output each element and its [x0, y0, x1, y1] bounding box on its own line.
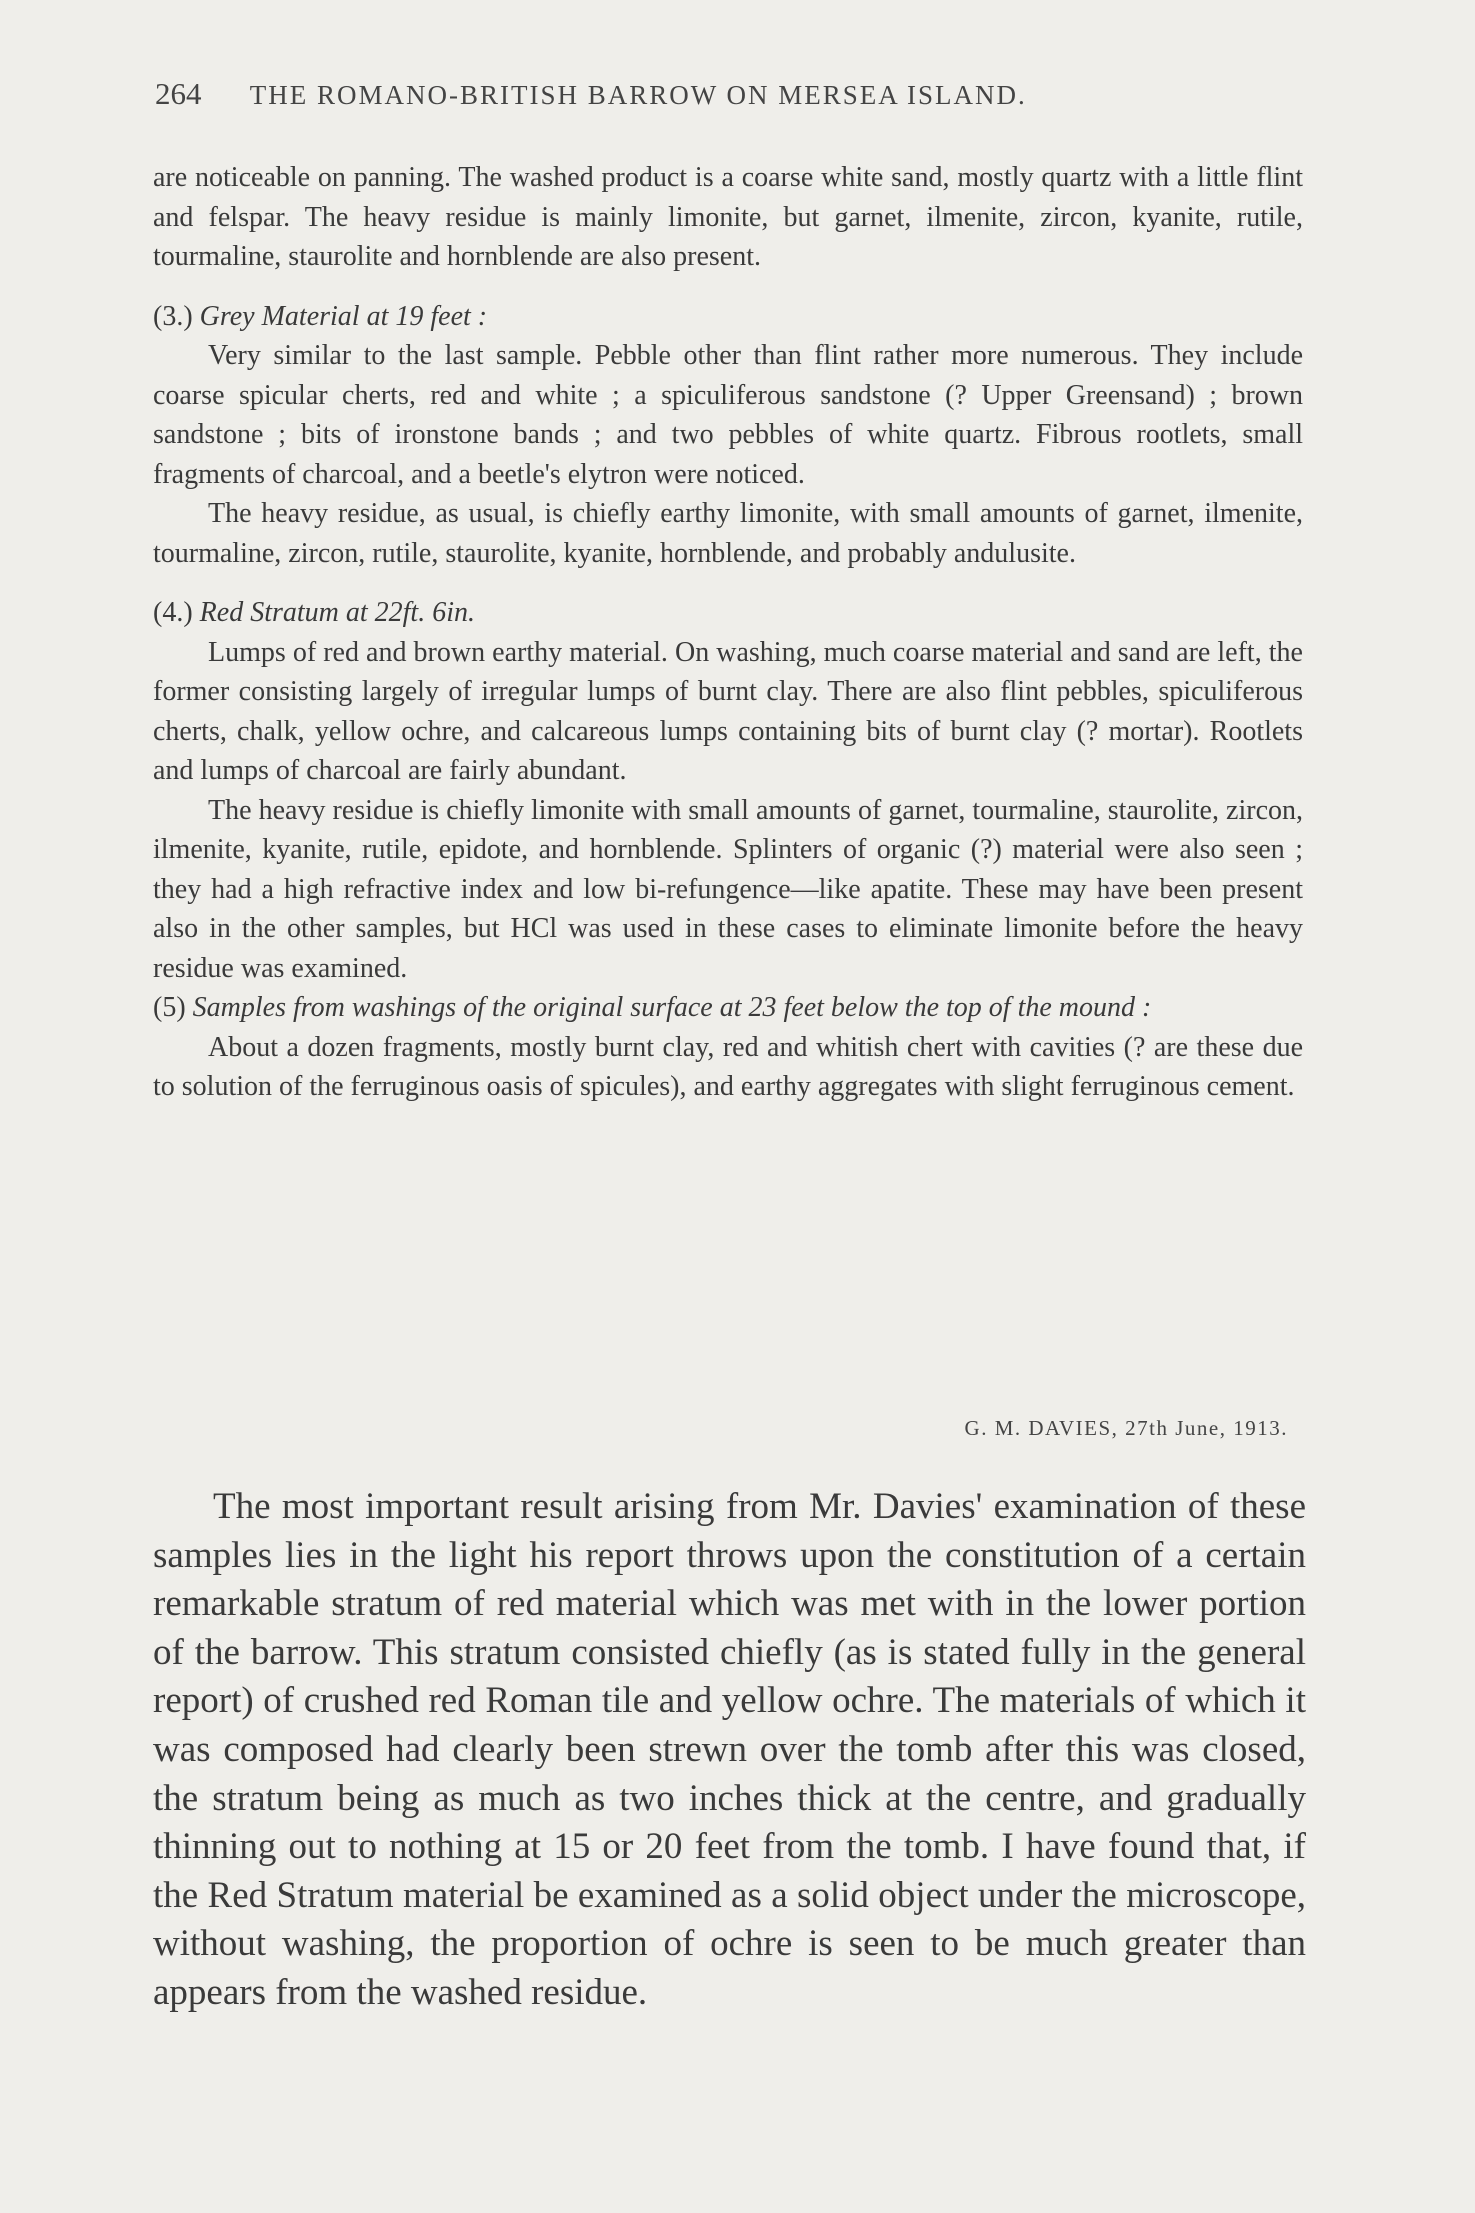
section-4-number: (4.) [153, 597, 193, 628]
section-3-heading [153, 297, 1303, 337]
continuation-paragraph: are noticeable on panning. The washed product is a coarse white sand, mostly quartz with a little flint and felspar. The heavy residue is mainly limonite, but garnet, ilmenite, zircon, kyanite, rutile, tourmaline, staurolite and hornblende are also present. [153, 162, 1303, 272]
running-header [155, 76, 1320, 112]
signature: G. M. DAVIES, 27th June, 1913. [964, 1416, 1288, 1440]
main-paragraph: The most important result arising from Mr. Davies' examination of these samples lies in the light his report throws upon the constitution of a certain remarkable stratum of red material which was met with in the lower portion of the barrow. This stratum consisted chiefly (as is stated fully in the general report) of crushed red Roman tile and yellow ochre. The materials of which it was composed had clearly been strewn over the tomb after this was closed, the stratum being as much as two inches thick at the centre, and gradually thinning out to nothing at 15 or 20 feet from the tomb. I have found that, if the Red Stratum material be examined as a solid object under the microscope, without washing, the proportion of ochre is seen to be much greater than appears from the washed residue. [153, 1486, 1306, 2013]
section-3-title: Grey Material at 19 feet : [199, 300, 488, 332]
running-title: THE ROMANO-BRITISH BARROW ON MERSEA ISLAND. [249, 80, 1027, 110]
section-4-paragraph-2: The heavy residue is chiefly limonite with small amounts of garnet, tourmaline, staurolite, zircon, ilmenite, kyanite, rutile, epidote, and hornblende. Splinters of organic (?) material were also seen ; they had a high refractive index and low bi-refungence—like apatite. These may have been present also in the other samples, but HCl was used in these cases to eliminate limonite before the heavy residue was examined. [153, 794, 1303, 984]
section-3-paragraph-2: The heavy residue, as usual, is chiefly earthy limonite, with small amounts of garnet, ilmenite, tourmaline, zircon, rutile, staurolite, kyanite, hornblende, and probably andulusite. [153, 498, 1303, 569]
section-3-paragraph-1: Very similar to the last sample. Pebble other than flint rather more numerous. They include coarse spicular cherts, red and white ; a spiculiferous sandstone (? Upper Greensand) ; brown sandstone ; bits of ironstone bands ; and two pebbles of white quartz. Fibrous rootlets, small fragments of charcoal, and a beetle's elytron were noticed. [153, 340, 1303, 490]
section-4-paragraph-1: Lumps of red and brown earthy material. On washing, much coarse material and sand are left, the former consisting largely of irregular lumps of burnt clay. There are also flint pebbles, spiculiferous cherts, chalk, yellow ochre, and calcareous lumps containing bits of burnt clay (? mortar). Rootlets and lumps of charcoal are fairly abundant. [153, 636, 1303, 786]
page-number: 264 [155, 76, 202, 111]
report-section [153, 158, 1303, 1107]
section-5-paragraph-1: About a dozen fragments, mostly burnt clay, red and whitish chert with cavities (? are these due to solution of the ferruginous oasis of spicules), and earthy aggregates with slight ferruginous cement. [153, 1031, 1303, 1102]
section-4-title: Red Stratum at 22ft. 6in. [199, 597, 475, 628]
section-5-title: Samples from washings of the original surface at 23 feet below the top of the mound : [192, 992, 1152, 1023]
section-3-number: (3.) [153, 300, 193, 332]
section-5-heading [153, 988, 1303, 1028]
section-5-number: (5) [153, 992, 186, 1023]
main-text [153, 1483, 1306, 2018]
section-4-heading [153, 593, 1303, 633]
